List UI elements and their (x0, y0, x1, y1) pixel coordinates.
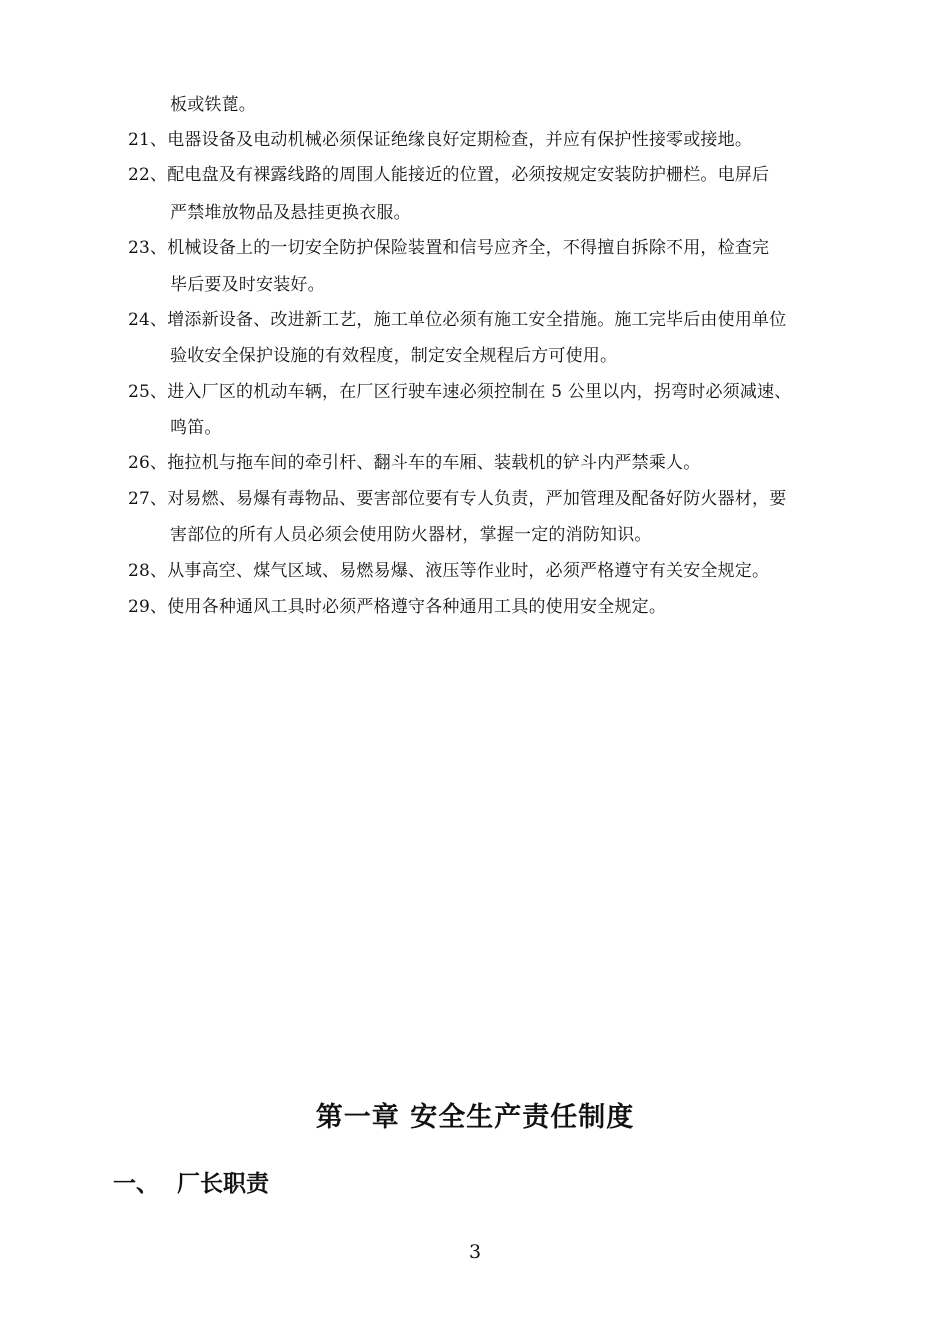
rule-29: 29、使用各种通风工具时必须严格遵守各种通用工具的使用安全规定。 (128, 597, 667, 617)
rule-26: 26、拖拉机与拖车间的牵引杆、翻斗车的车厢、装载机的铲斗内严禁乘人。 (128, 453, 701, 473)
chapter-title: 第一章 安全生产责任制度 (315, 1102, 635, 1133)
rule-21: 21、电器设备及电动机械必须保证绝缘良好定期检查，并应有保护性接零或接地。 (128, 130, 753, 150)
rule-20-continuation: 板或铁蓖。 (170, 95, 256, 115)
section-heading (113, 1168, 269, 1200)
rule-25: 25、进入厂区的机动车辆，在厂区行驶车速必须控制在 5 公里以内，拐弯时必须减速、 (128, 382, 792, 402)
rule-27: 27、对易燃、易爆有毒物品、要害部位要有专人负责，严加管理及配备好防火器材，要 (128, 489, 787, 509)
rule-27-continuation: 害部位的所有人员必须会使用防火器材，掌握一定的消防知识。 (170, 525, 652, 545)
section-marker: 一、 (113, 1171, 159, 1197)
rule-23: 23、机械设备上的一切安全防护保险装置和信号应齐全，不得擅自拆除不用，检查完 (128, 238, 770, 258)
rule-22-continuation: 严禁堆放物品及悬挂更换衣服。 (170, 203, 411, 223)
rule-25-continuation: 鸣笛。 (170, 418, 222, 438)
rule-22: 22、配电盘及有裸露线路的周围人能接近的位置，必须按规定安装防护栅栏。电屏后 (128, 165, 770, 185)
section-title: 厂长职责 (177, 1171, 269, 1197)
rule-23-continuation: 毕后要及时安装好。 (170, 275, 325, 295)
rule-24: 24、增添新设备、改进新工艺，施工单位必须有施工安全措施。施工完毕后由使用单位 (128, 310, 787, 330)
rule-24-continuation: 验收安全保护设施的有效程度，制定安全规程后方可使用。 (170, 346, 618, 366)
rule-28: 28、从事高空、煤气区域、易燃易爆、液压等作业时，必须严格遵守有关安全规定。 (128, 561, 770, 581)
page-number: 3 (468, 1241, 482, 1263)
